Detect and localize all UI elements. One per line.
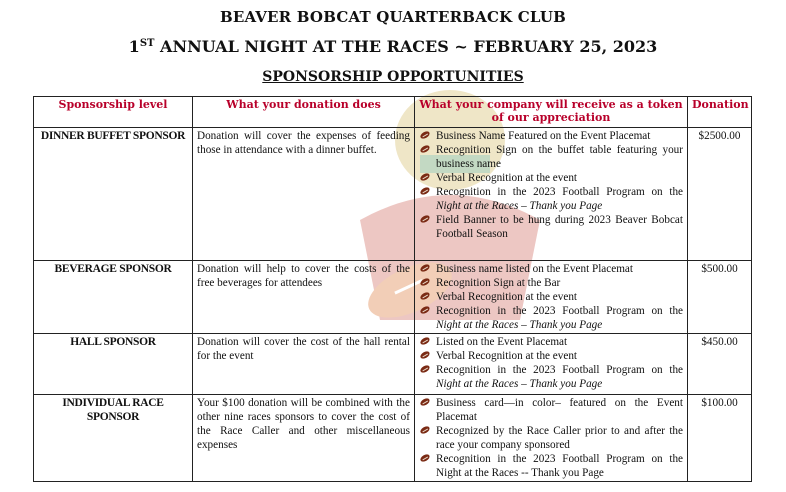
football-bullet-icon <box>419 186 431 196</box>
header-donation: Donation <box>688 97 752 128</box>
list-item <box>419 262 683 276</box>
header-what-company-receives: What your company will receive as a token of our appreciation <box>415 97 688 128</box>
benefit-text: Recognized by the Race Caller prior to and after the race your company sponsored <box>436 425 683 451</box>
benefit-text-italic: Night at the Races – Thank you Page <box>436 319 603 331</box>
football-bullet-icon <box>419 277 431 287</box>
list-item <box>419 129 683 143</box>
sponsorship-level: DINNER BUFFET SPONSOR <box>34 128 193 261</box>
football-bullet-icon <box>419 172 431 182</box>
football-bullet-icon <box>419 291 431 301</box>
donation-description: Donation will cover the expenses of feeding those in attendance with a dinner buffet. <box>193 128 415 261</box>
list-item <box>419 396 683 424</box>
sponsorship-level: BEVERAGE SPONSOR <box>34 261 193 334</box>
benefit-text-italic: Night at the Races – Thank you Page <box>436 378 603 390</box>
table-row <box>34 128 752 261</box>
benefit-text: Business name listed on the Event Placemat <box>436 263 633 275</box>
football-bullet-icon <box>419 350 431 360</box>
header-sponsorship-level: Sponsorship level <box>34 97 193 128</box>
list-item <box>419 143 683 171</box>
football-bullet-icon <box>419 364 431 374</box>
donation-description: Your $100 donation will be combined with the other nine races sponsors to cover the cost of the Race Caller and other miscellaneous expenses <box>193 395 415 482</box>
event-title-rest: ANNUAL NIGHT AT THE RACES ~ FEBRUARY 25, 2023 <box>154 37 658 56</box>
sponsorship-table <box>33 96 752 482</box>
benefit-text: Recognition Sign at the Bar <box>436 277 561 289</box>
benefit-text-italic: Night at the Races – Thank you Page <box>436 200 603 212</box>
table-row <box>34 395 752 482</box>
benefit-text: Recognition Sign on the buffet table featuring your business name <box>436 144 683 170</box>
event-title-superscript: ST <box>139 38 155 49</box>
benefits-cell <box>415 128 688 261</box>
list-item <box>419 276 683 290</box>
donation-amount: $500.00 <box>688 261 752 334</box>
club-title: BEAVER BOBCAT QUARTERBACK CLUB <box>219 8 567 26</box>
benefits-cell <box>415 261 688 334</box>
benefit-text: Recognition in the 2023 Football Program on the <box>436 305 683 317</box>
benefits-list <box>419 396 683 480</box>
list-item <box>419 171 683 185</box>
table-header-row <box>34 97 752 128</box>
benefit-text: Recognition in the 2023 Football Program on the Night at the Races -- Thank you Page <box>436 453 683 479</box>
benefit-text: Business Name Featured on the Event Placemat <box>436 130 651 142</box>
donation-description: Donation will help to cover the costs of the free beverages for attendees <box>193 261 415 334</box>
football-bullet-icon <box>419 144 431 154</box>
event-title <box>0 37 786 56</box>
benefit-text: Business card—in color– featured on the Event Placemat <box>436 397 683 423</box>
section-title: SPONSORSHIP OPPORTUNITIES <box>262 69 524 85</box>
list-item <box>419 290 683 304</box>
benefits-cell <box>415 334 688 395</box>
benefits-list <box>419 335 683 391</box>
sponsorship-level: HALL SPONSOR <box>34 334 193 395</box>
football-bullet-icon <box>419 263 431 273</box>
benefit-text: Verbal Recognition at the event <box>436 172 578 184</box>
benefit-text: Verbal Recognition at the event <box>436 291 578 303</box>
list-item <box>419 335 683 349</box>
header-what-donation-does: What your donation does <box>193 97 415 128</box>
donation-amount: $450.00 <box>688 334 752 395</box>
football-bullet-icon <box>419 336 431 346</box>
benefit-text: Listed on the Event Placemat <box>436 336 568 348</box>
football-bullet-icon <box>419 453 431 463</box>
benefits-list <box>419 129 683 241</box>
benefit-text: Verbal Recognition at the event <box>436 350 578 362</box>
list-item <box>419 304 683 332</box>
list-item <box>419 349 683 363</box>
list-item <box>419 185 683 213</box>
benefits-cell <box>415 395 688 482</box>
benefit-text: Field Banner to be hung during 2023 Beaver Bobcat Football Season <box>436 214 683 240</box>
football-bullet-icon <box>419 130 431 140</box>
benefits-list <box>419 262 683 332</box>
donation-amount: $2500.00 <box>688 128 752 261</box>
table-row <box>34 334 752 395</box>
list-item <box>419 424 683 452</box>
benefit-text: Recognition in the 2023 Football Program on the <box>436 186 683 198</box>
football-bullet-icon <box>419 397 431 407</box>
football-bullet-icon <box>419 305 431 315</box>
football-bullet-icon <box>419 214 431 224</box>
football-bullet-icon <box>419 425 431 435</box>
event-title-prefix: 1 <box>128 37 140 56</box>
benefit-text: Recognition in the 2023 Football Program on the <box>436 364 683 376</box>
donation-amount: $100.00 <box>688 395 752 482</box>
sponsorship-level: INDIVIDUAL RACE SPONSOR <box>34 395 193 482</box>
list-item <box>419 213 683 241</box>
table-row <box>34 261 752 334</box>
list-item <box>419 363 683 391</box>
list-item <box>419 452 683 480</box>
donation-description: Donation will cover the cost of the hall rental for the event <box>193 334 415 395</box>
